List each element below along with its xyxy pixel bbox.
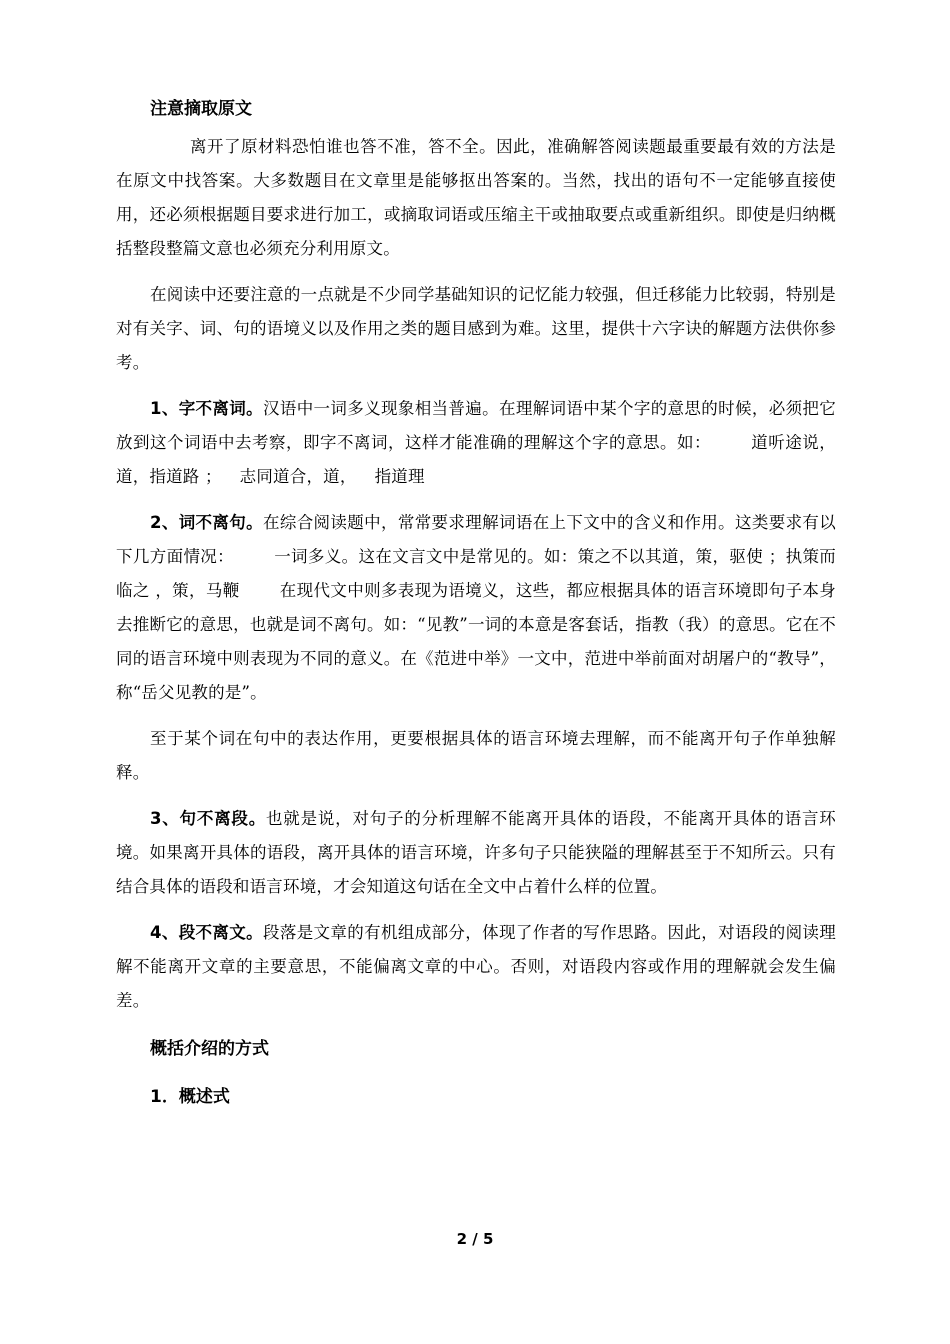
paragraph-excerpt-method: 离开了原材料恐怕谁也答不准，答不全。因此，准确解答阅读题最重要最有效的方法是在原文中找答案。大多数题目在文章里是能够抠出答案的。当然，找出的语句不一定能够直接使用，还必须根据题目要求进行加工，或摘取词语或压缩主干或抽取要点或重新组织。即使是归纳概括整段整篇文意也必须充分利用原文。: [116, 137, 836, 258]
rule-2-text-2: 一词多义。这在文言文中是常见的。如：策之不以其道，策，驱使 ；执策而临之 ，策，马鞭: [116, 547, 837, 600]
section-heading-excerpt: 注意摘取原文: [150, 99, 252, 119]
rule-4-lead: 4、段不离文。: [150, 923, 263, 942]
rule-1-lead: 1、字不离词。: [150, 399, 263, 418]
rule-2-text-3: 在现代文中则多表现为语境义，这些，都应根据具体的语言环境即句子本身去推断它的意思，也就是词不离句。如：“见教”一词的本意是客套话，指教（我）的意思。它在不同的语言环境中则表现为不同的意义。在《范进中举》一文中，范进中举前面对胡屠户的“教导”，称“岳父见教的是”。: [116, 581, 836, 702]
rule-1-example-1: 道听途说，道，指道路 ；: [116, 433, 837, 486]
paragraph-transfer-ability: 在阅读中还要注意的一点就是不少同学基础知识的记忆能力较强，但迁移能力比较弱，特别是对有关字、词、句的语境义以及作用之类的题目感到为难。这里，提供十六字诀的解题方法供你参考。: [116, 285, 836, 372]
document-page: [116, 92, 836, 1122]
rule-1-example-3: 指道理: [374, 467, 425, 486]
section-heading-summary: 概括介绍的方式: [150, 1039, 269, 1059]
paragraph-rule-3: [116, 802, 836, 904]
rule-4-text: 段落是文章的有机组成部分，体现了作者的写作思路。因此，对语段的阅读理解不能离开文章的主要意思，不能偏离文章的中心。否则，对语段内容或作用的理解就会发生偏差。: [116, 923, 836, 1010]
page-number: 2 / 5: [456, 1230, 494, 1248]
list-item-overview: 1．概述式: [150, 1087, 230, 1107]
rule-1-text: 汉语中一词多义现象相当普遍。在理解词语中某个字的意思的时候，必须把它放到这个词语中去考察，即字不离词，这样才能准确的理解这个字的意思。如：: [116, 399, 836, 452]
rule-1-example-2: 志同道合，道，: [239, 467, 357, 486]
paragraph-rule-4: [116, 916, 836, 1018]
rule-3-lead: 3、句不离段。: [150, 809, 267, 828]
rule-3-text: 也就是说，对句子的分析理解不能离开具体的语段，不能离开具体的语言环境。如果离开具体的语段，离开具体的语言环境，许多句子只能狭隘的理解甚至于不知所云。只有结合具体的语段和语言环境，才会知道这句话在全文中占着什么样的位置。: [116, 809, 836, 896]
rule-2-text-1: 在综合阅读题中，常常要求理解词语在上下文中的含义和作用。这类要求有以下几方面情况：: [116, 513, 836, 566]
rule-2-lead: 2、词不离句。: [150, 513, 263, 532]
paragraph-rule-1: [116, 392, 836, 494]
paragraph-rule-2-extra: 至于某个词在句中的表达作用，更要根据具体的语言环境去理解，而不能离开句子作单独解释。: [116, 729, 836, 782]
paragraph-rule-2: [116, 506, 836, 710]
